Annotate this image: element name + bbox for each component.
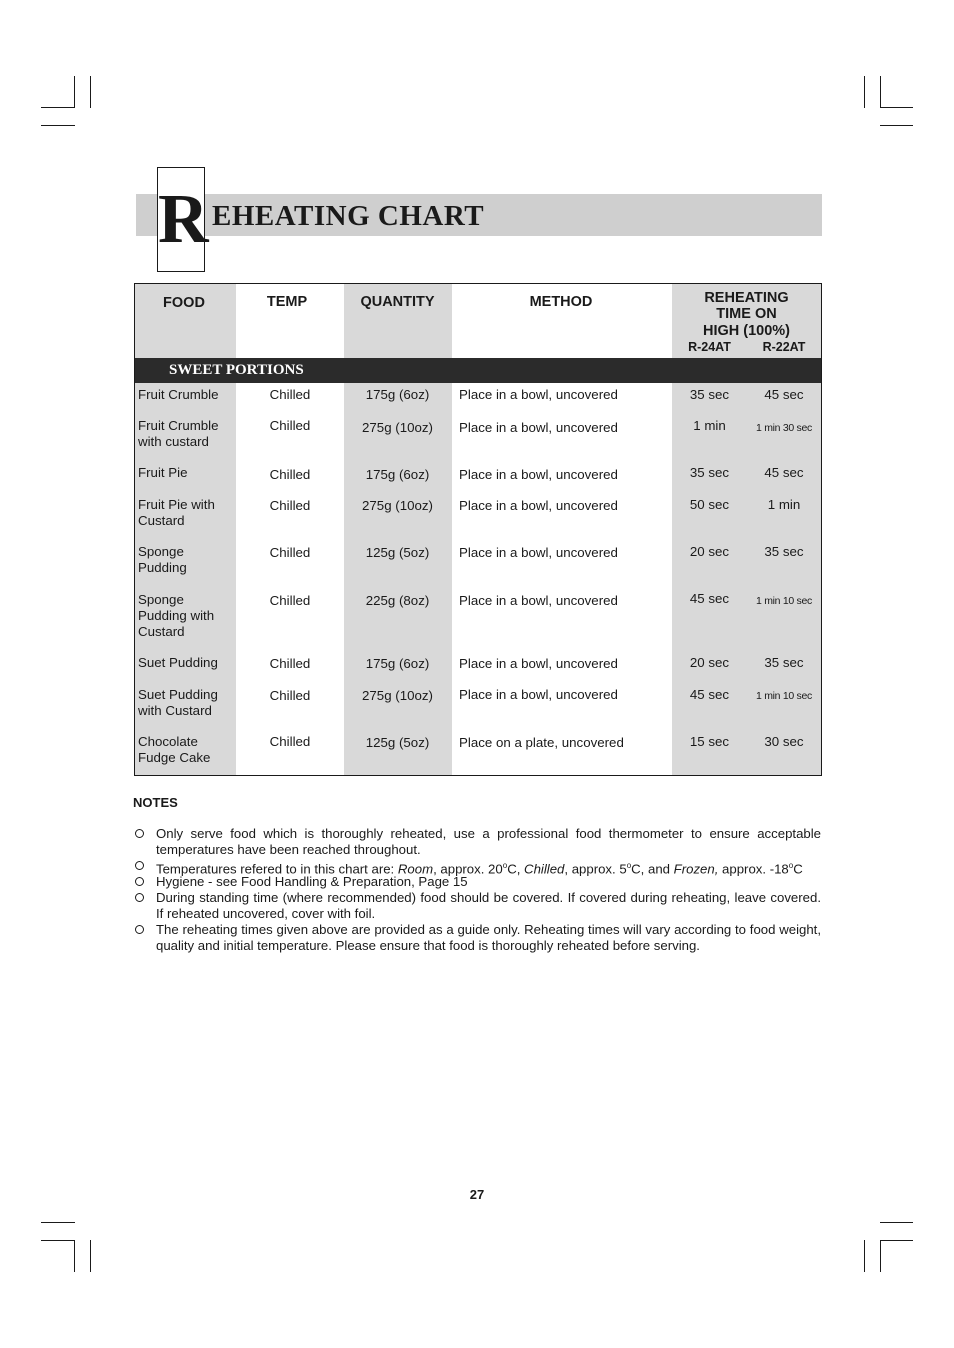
header-time-line2: TIME ON <box>716 306 777 322</box>
method-cell: Place in a bowl, uncovered <box>459 498 618 513</box>
time-b-cell: 1 min <box>767 497 801 512</box>
note-item <box>133 826 821 858</box>
temp-cell: Chilled <box>269 734 311 749</box>
temp-cell: Chilled <box>269 498 311 513</box>
header-temp: TEMP <box>266 294 308 310</box>
time-a-cell: 45 sec <box>689 591 730 606</box>
method-cell: Place in a bowl, uncovered <box>459 687 618 702</box>
temp-cell: Chilled <box>269 418 311 433</box>
time-b-cell: 30 sec <box>764 734 804 749</box>
time-b-cell: 1 min 30 sec <box>756 422 812 434</box>
method-cell: Place in a bowl, uncovered <box>459 467 618 482</box>
time-b-cell: 45 sec <box>764 387 804 402</box>
quantity-cell: 175g (6oz) <box>365 656 430 671</box>
note-text: The reheating times given above are provided as a guide only. Reheating times will vary according to food weight, quality and initial temperature. Please ensure that food is thoroughly reheated before serving. <box>156 922 821 953</box>
crop-mark <box>864 1240 865 1272</box>
title-initial: R <box>157 167 205 272</box>
crop-mark <box>74 76 75 108</box>
time-b-cell: 35 sec <box>764 655 804 670</box>
notes-heading: NOTES <box>133 795 178 810</box>
temp-cell: Chilled <box>269 467 311 482</box>
section-label: SWEET PORTIONS <box>169 362 304 378</box>
crop-mark <box>41 107 75 108</box>
time-a-cell: 35 sec <box>689 387 730 402</box>
food-cell: Chocolate Fudge Cake <box>138 734 211 765</box>
food-cell: Fruit Crumble with custard <box>138 418 219 449</box>
circle-bullet-icon <box>135 861 144 870</box>
time-a-cell: 45 sec <box>689 687 730 702</box>
time-a-cell: 1 min <box>693 418 726 433</box>
page-title: EHEATING CHART <box>212 200 485 232</box>
method-cell: Place in a bowl, uncovered <box>459 420 618 435</box>
temp-cell: Chilled <box>269 545 311 560</box>
reheating-chart-table <box>134 283 822 776</box>
quantity-cell: 275g (10oz) <box>362 688 433 703</box>
section-bar <box>135 358 821 383</box>
crop-mark <box>90 1240 91 1272</box>
note-text: Temperatures refered to in this chart are: Room, approx. 20$^o$C, Chilled, approx. 5$^o$C, and Frozen, approx. -18$^o$C <box>156 861 803 877</box>
temp-cell: Chilled <box>269 688 311 703</box>
method-cell: Place in a bowl, uncovered <box>459 656 618 671</box>
time-a-cell: 20 sec <box>689 655 730 670</box>
note-item <box>133 922 821 954</box>
header-time-line3: HIGH (100%) <box>702 323 791 339</box>
quantity-cell: 175g (6oz) <box>365 387 430 402</box>
temp-cell: Chilled <box>269 387 311 402</box>
crop-mark <box>74 1240 75 1272</box>
circle-bullet-icon <box>135 893 144 902</box>
time-a-cell: 15 sec <box>689 734 730 749</box>
header-time-line1: REHEATING <box>704 290 789 306</box>
food-cell: Sponge Pudding with Custard <box>138 592 215 639</box>
quantity-cell: 125g (5oz) <box>365 545 430 560</box>
quantity-cell: 175g (6oz) <box>365 467 430 482</box>
food-cell: Suet Pudding <box>138 655 218 670</box>
food-cell: Fruit Pie <box>138 465 188 480</box>
time-a-cell: 35 sec <box>689 465 730 480</box>
header-method: METHOD <box>529 294 593 310</box>
crop-mark <box>880 76 881 108</box>
note-text: Hygiene - see Food Handling & Preparation, Page 15 <box>156 874 468 889</box>
food-cell: Fruit Pie with Custard <box>138 497 215 528</box>
circle-bullet-icon <box>135 877 144 886</box>
food-cell: Fruit Crumble <box>138 387 219 402</box>
time-a-cell: 20 sec <box>689 544 730 559</box>
circle-bullet-icon <box>135 925 144 934</box>
method-cell: Place in a bowl, uncovered <box>459 593 618 608</box>
crop-mark <box>41 125 75 126</box>
crop-mark <box>864 76 865 108</box>
food-cell: Suet Pudding with Custard <box>138 687 218 718</box>
note-item <box>133 890 821 922</box>
note-text: Only serve food which is thoroughly reheated, use a professional food thermometer to ensure acceptable temperatures have been reached throughout. <box>156 826 821 857</box>
header-food: FOOD <box>163 295 205 311</box>
quantity-cell: 125g (5oz) <box>365 735 430 750</box>
time-b-cell: 35 sec <box>764 544 804 559</box>
quantity-cell: 275g (10oz) <box>362 420 433 435</box>
time-b-cell: 1 min 10 sec <box>756 595 812 607</box>
temp-cell: Chilled <box>269 593 311 608</box>
page-number: 27 <box>469 1187 485 1202</box>
header-model-a: R-24AT <box>688 340 731 354</box>
crop-mark <box>41 1240 75 1241</box>
note-text: During standing time (where recommended) food should be covered. If covered during reheating, leave covered. If reheated uncovered, cover with foil. <box>156 890 821 921</box>
crop-mark <box>880 107 913 108</box>
food-cell: Sponge Pudding <box>138 544 187 575</box>
time-a-cell: 50 sec <box>689 497 730 512</box>
method-cell: Place on a plate, uncovered <box>459 735 624 750</box>
quantity-cell: 225g (8oz) <box>365 593 430 608</box>
crop-mark <box>880 125 913 126</box>
header-quantity: QUANTITY <box>360 294 435 310</box>
temp-cell: Chilled <box>269 656 311 671</box>
time-b-cell: 45 sec <box>764 465 804 480</box>
time-b-cell: 1 min 10 sec <box>756 690 812 702</box>
method-cell: Place in a bowl, uncovered <box>459 545 618 560</box>
crop-mark <box>880 1240 913 1241</box>
crop-mark <box>41 1222 75 1223</box>
crop-mark <box>880 1222 913 1223</box>
method-cell: Place in a bowl, uncovered <box>459 387 618 402</box>
header-model-b: R-22AT <box>762 340 806 354</box>
crop-mark <box>90 76 91 108</box>
crop-mark <box>880 1240 881 1272</box>
note-item <box>133 874 821 890</box>
circle-bullet-icon <box>135 829 144 838</box>
quantity-cell: 275g (10oz) <box>362 498 433 513</box>
